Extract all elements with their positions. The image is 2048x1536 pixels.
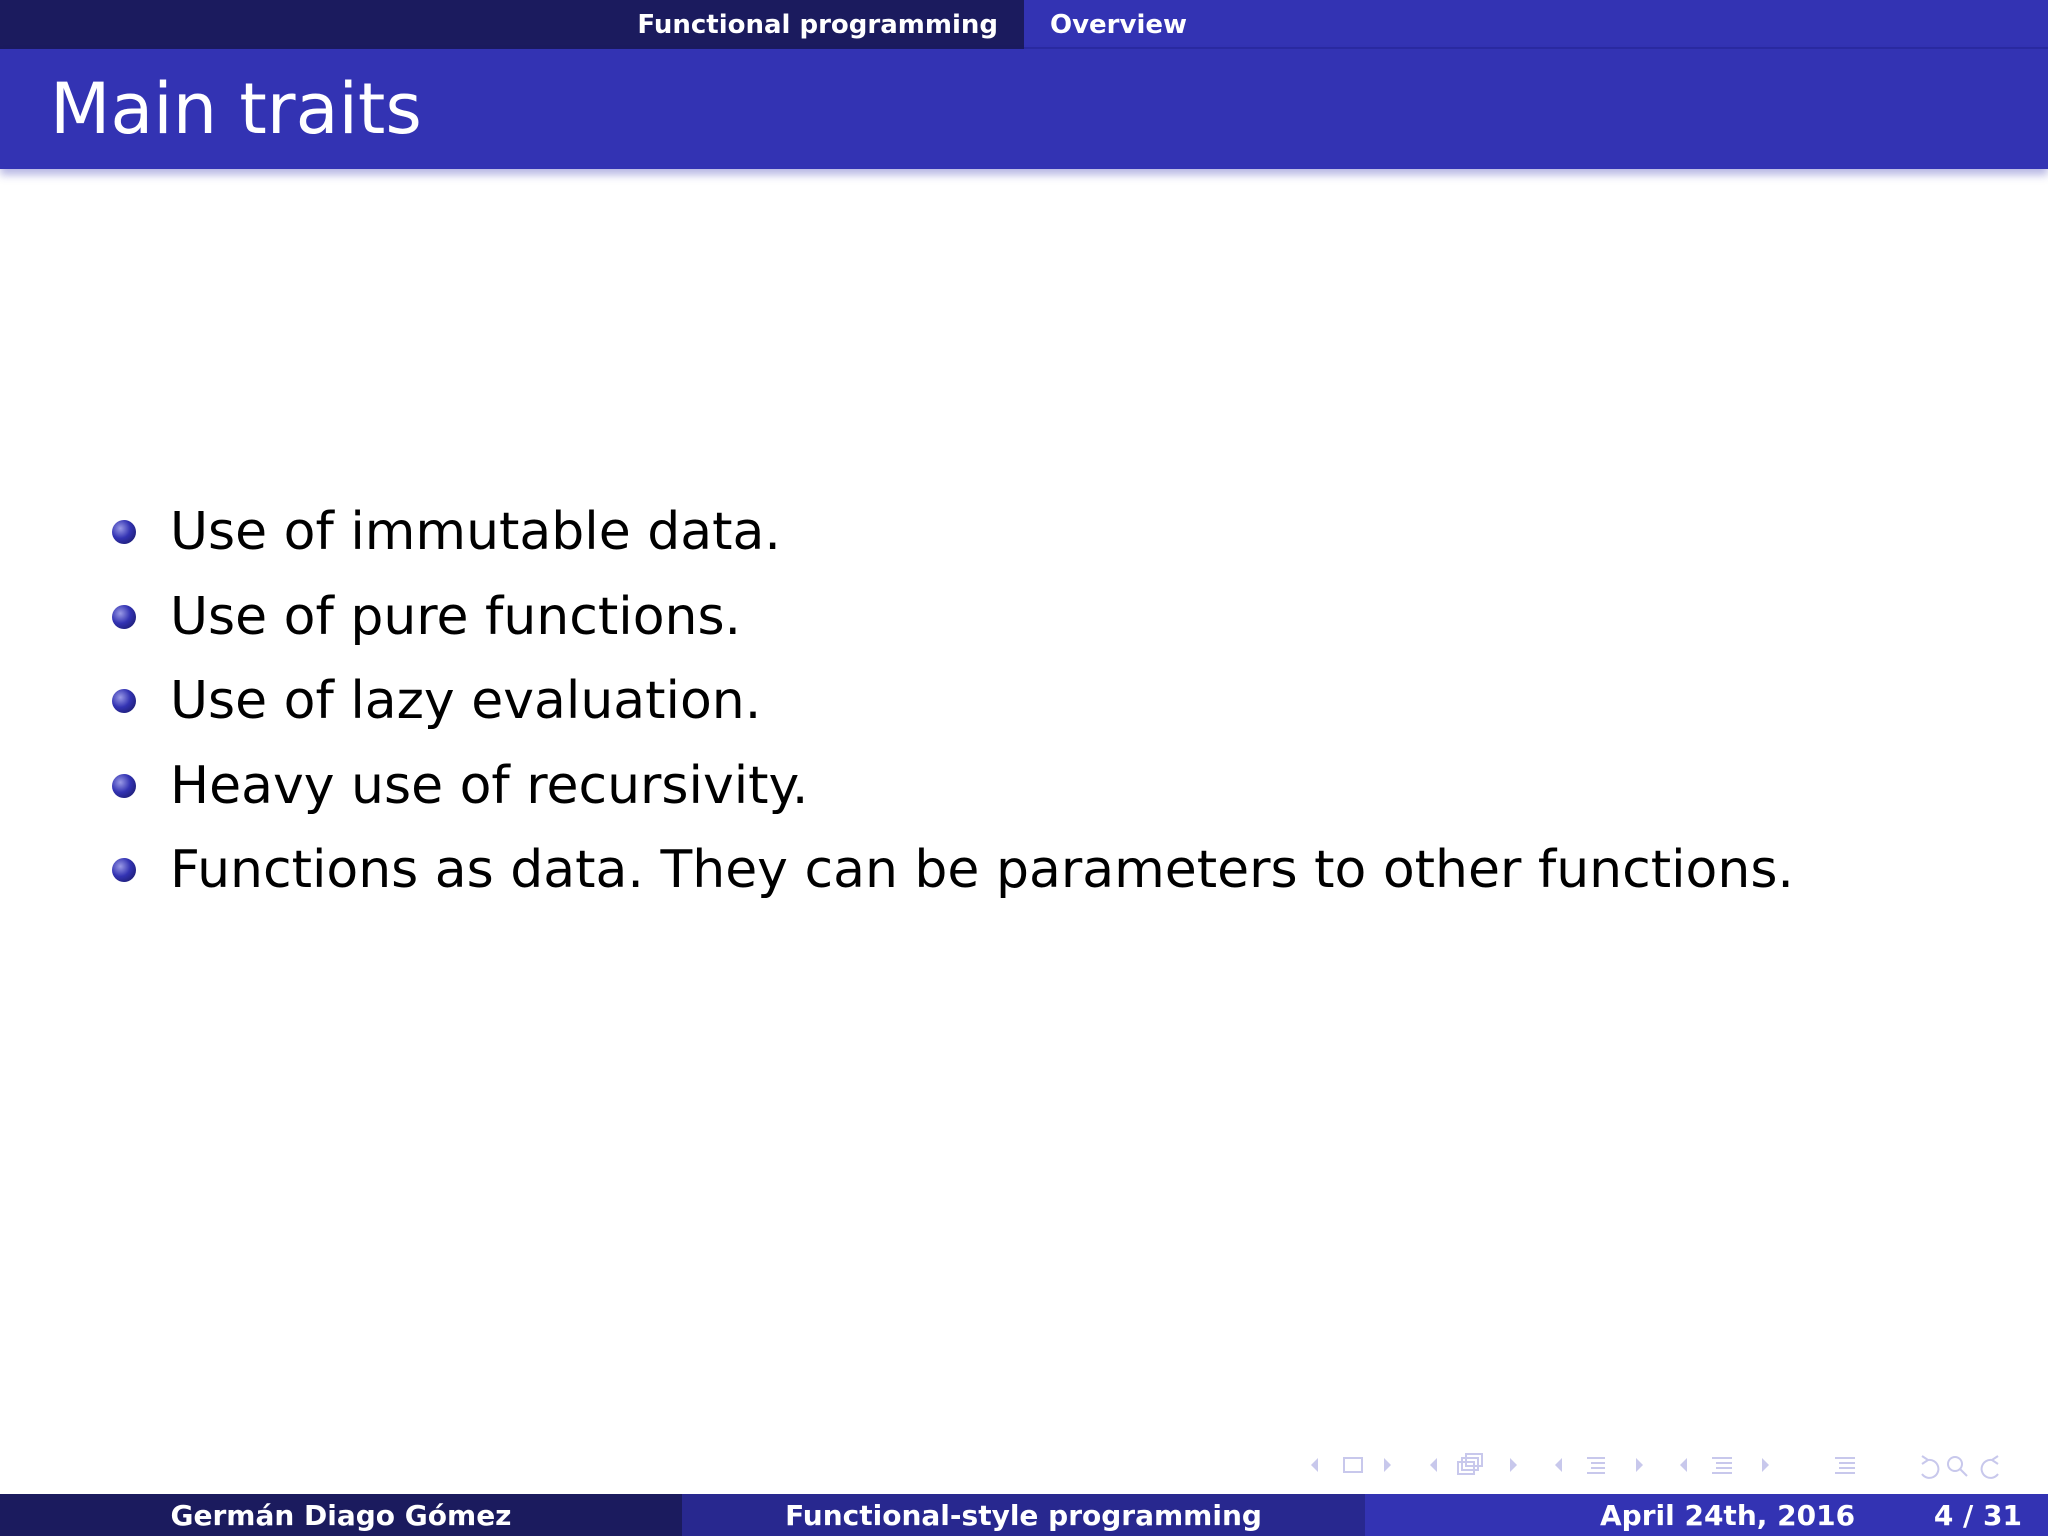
prev-section-arrow-icon[interactable] <box>1555 1458 1562 1472</box>
prev-frame-arrow-icon[interactable] <box>1311 1458 1318 1472</box>
navigation-symbols <box>1300 1450 2020 1480</box>
bullet-text: Use of immutable data. <box>170 502 781 563</box>
search-icon[interactable] <box>1948 1457 1967 1476</box>
list-item <box>112 490 1962 575</box>
next-subsection-arrow-icon[interactable] <box>1510 1458 1517 1472</box>
section-icon[interactable] <box>1587 1458 1605 1473</box>
subsection-icon[interactable] <box>1458 1454 1482 1474</box>
list-item <box>112 575 1962 660</box>
bullet-icon <box>112 774 136 798</box>
slide-content <box>112 490 1962 913</box>
footer-date-panel <box>1365 1494 2048 1536</box>
next-section-arrow-icon[interactable] <box>1636 1458 1643 1472</box>
header-navigation <box>0 0 2048 49</box>
bullet-text: Use of pure functions. <box>170 586 742 647</box>
footer-author: Germán Diago Gómez <box>170 1498 512 1532</box>
footer-bar <box>0 1494 2048 1536</box>
redo-icon[interactable] <box>1982 1456 1998 1478</box>
bullet-list <box>112 490 1962 913</box>
document-icon[interactable] <box>1712 1458 1732 1473</box>
footer-date: April 24th, 2016 <box>1600 1498 1856 1532</box>
list-item <box>112 659 1962 744</box>
header-subsection-link[interactable]: Overview <box>1050 9 1188 40</box>
header-right-panel <box>1024 0 2048 49</box>
footer-author-panel <box>0 1494 682 1536</box>
next-doc-arrow-icon[interactable] <box>1762 1458 1769 1472</box>
footer-page-number: 4 / 31 <box>1933 1498 2022 1532</box>
frame-title: Main traits <box>50 68 422 150</box>
header-section-link[interactable]: Functional programming <box>637 9 998 40</box>
align-icon[interactable] <box>1835 1458 1855 1473</box>
header-left-panel <box>0 0 1024 49</box>
prev-subsection-arrow-icon[interactable] <box>1430 1458 1437 1472</box>
footer-title: Functional-style programming <box>785 1498 1262 1532</box>
frame-title-bar <box>0 49 2048 169</box>
footer-title-panel <box>682 1494 1365 1536</box>
bullet-icon <box>112 689 136 713</box>
bullet-text: Use of lazy evaluation. <box>170 671 762 732</box>
next-frame-arrow-icon[interactable] <box>1384 1458 1391 1472</box>
list-item <box>112 828 1962 913</box>
list-item <box>112 744 1962 829</box>
prev-doc-arrow-icon[interactable] <box>1680 1458 1687 1472</box>
navigation-symbols-svg <box>1300 1450 2020 1480</box>
bullet-text: Heavy use of recursivity. <box>170 755 809 816</box>
bullet-icon <box>112 520 136 544</box>
bullet-icon <box>112 858 136 882</box>
frame-icon[interactable] <box>1344 1458 1362 1472</box>
undo-icon[interactable] <box>1922 1456 1938 1478</box>
bullet-text: Functions as data. They can be parameters to other functions. <box>170 840 1794 901</box>
bullet-icon <box>112 605 136 629</box>
